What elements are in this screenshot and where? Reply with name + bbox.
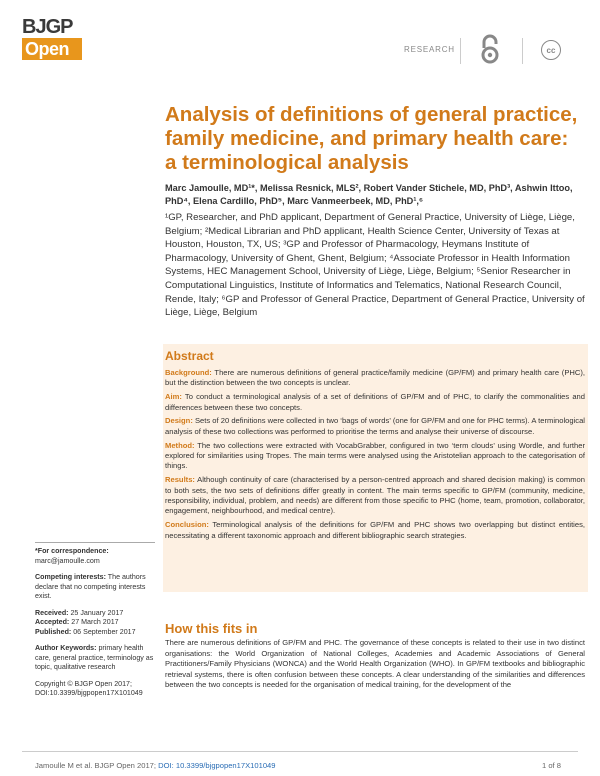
abstract-heading: Abstract xyxy=(165,349,214,363)
abstract-body xyxy=(165,368,585,544)
author-keywords: Author Keywords: primary health care, general practice, terminology as topic, qualitative research xyxy=(35,644,154,671)
dates: Received: 25 January 2017 Accepted: 27 March 2017 Published: 06 September 2017 xyxy=(35,608,136,636)
article-sidebar xyxy=(35,547,155,706)
creative-commons-icon: cc xyxy=(541,40,561,60)
journal-logo-bjgp: BJGP xyxy=(22,16,73,38)
footer-doi-link[interactable]: DOI: 10.3399/bjgpopen17X101049 xyxy=(156,761,276,770)
abstract-section: Design: Sets of 20 definitions were collected in two ‘bags of words’ (one for GP/FM and one for PHC terms). A terminological analysis of these two collections was performed to prioritise the terms and analyse their universe of discourse. xyxy=(165,416,585,436)
footer-divider xyxy=(22,751,578,752)
how-this-fits-in-body: There are numerous definitions of GP/FM and PHC. The governance of these concepts is related to their use in two distinct organisations: the World Organization of National Colleges, Academies and Academic Associations of General Practitioners/Family Physicians (WONCA) and the World Health Organization (WHO). In GP/FM textbooks and bibliographic retrieval systems, there is often confusion between these concepts. A clear understanding of the similarities and differences between the two concepts is needed for the organisation of medical training, for the development of the xyxy=(165,638,585,689)
sidebar-divider xyxy=(35,542,155,543)
correspondence: *For correspondence: marc@jamoulle.com xyxy=(35,547,109,565)
page-number: 1 of 8 xyxy=(542,761,561,770)
footer-citation: Jamoulle M et al. BJGP Open 2017; DOI: 10.3399/bjgpopen17X101049 xyxy=(35,761,276,770)
section-label: RESEARCH xyxy=(404,45,455,54)
open-access-icon xyxy=(475,34,505,66)
competing-interests: Competing interests: The authors declare that no competing interests exist. xyxy=(35,573,146,600)
affiliations: ¹GP, Researcher, and PhD applicant, Department of General Practice, University of Liège, Liège, Belgium; ²Medical Librarian and PhD applicant, Health Science Center, University of Texas at Houston, Houston, TX, US; ³GP and Professor of Pharmacology, Heymans Institute of Pharmacology, University of Ghent, Ghent, Belgium; ⁴Associate Professor in Health Information Systems, HEC Management School, University of Liège, Liège, Belgium; ⁵Senior Researcher in Computational Linguistics, Institute of Informatics and Telematics, National Research Council, Rende, Italy; ⁶GP and Professor of General Practice, Department of General Practice, University of Liège, Liège, Belgium xyxy=(165,212,585,319)
abstract-section: Results: Although continuity of care (characterised by a person-centred approach and shared decision making) is common to both sets, the two sets of definitions differ greatly in content. The main terms specific to GP/FM (community, medicine, responsibility, individual, problem, and needs) are different from those specific to PHC (home, team, promotion, collaborator, engagement, neighbourhood, and medical centre). xyxy=(165,475,585,516)
abstract-section: Conclusion: Terminological analysis of the definitions for GP/FM and PHC shows two overlapping but distinct entities, necessitating a different taxonomic approach and different bibliographic search strategies. xyxy=(165,520,585,540)
abstract-section: Aim: To conduct a terminological analysis of a set of definitions of GP/FM and of PHC, to clarify the commonalities and differences between these two concepts. xyxy=(165,392,585,412)
how-this-fits-in-heading: How this fits in xyxy=(165,621,258,636)
article-title: Analysis of definitions of general practice, family medicine, and primary health care: a terminological analysis xyxy=(165,103,578,174)
abstract-section: Method: The two collections were extracted with VocabGrabber, configured in two ‘term clouds’ using Wordle, and further explored for similarities using Tropes. The main terms were analysed using the Aristotelian approach to the categorisation of things. xyxy=(165,440,585,471)
copyright-doi: Copyright © BJGP Open 2017; DOI:10.3399/bjgpopen17X101049 xyxy=(35,679,143,697)
journal-logo-open: Open xyxy=(22,38,82,60)
header-divider xyxy=(522,38,523,64)
author-list: Marc Jamoulle, MD¹*, Melissa Resnick, MLS², Robert Vander Stichele, MD, PhD³, Ashwin Ittoo, PhD⁴, Elena Cardillo, PhD⁵, Marc Vanmeerbeek, MD, PhD¹,⁶ xyxy=(165,183,573,206)
abstract-section: Background: There are numerous definitions of general practice/family medicine (GP/FM) and primary health care (PHC), but the distinction between the two concepts is unclear. xyxy=(165,368,585,388)
header-divider xyxy=(460,38,461,64)
